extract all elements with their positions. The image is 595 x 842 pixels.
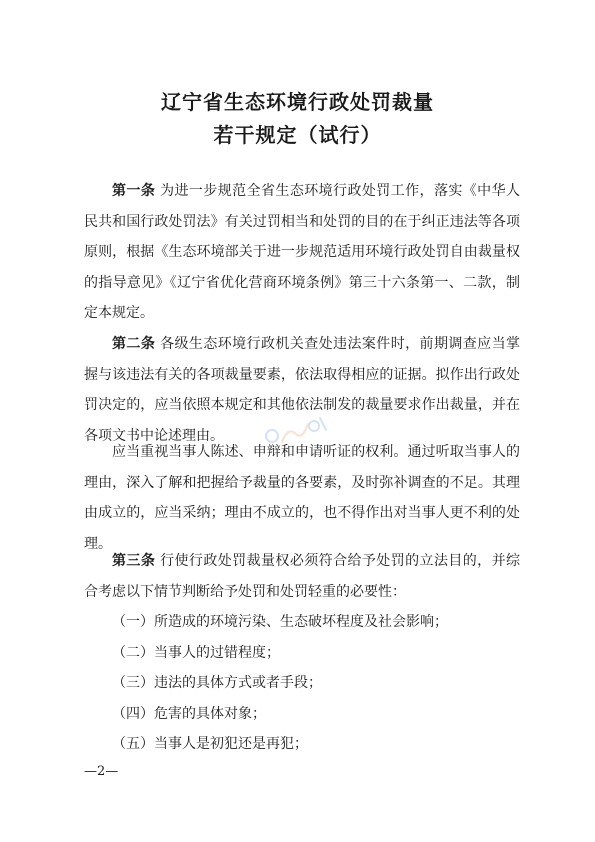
article-2-heading: 第二条 bbox=[112, 336, 156, 352]
list-item: （二）当事人的过错程度； bbox=[112, 645, 280, 661]
article-2-text: 各级生态环境行政机关查处违法案件时，前期调查应当掌握与该违法有关的各项裁量要素，依法取得相应的证据。拟作出行政处罚决定的，应当依照本规定和其他依法制发的裁量要求作出裁量，并在各项文书中论述理由。 bbox=[84, 336, 521, 444]
list-item: （三）违法的具体方式或者手段； bbox=[112, 675, 322, 691]
article-3-text: 行使行政处罚裁量权必须符合给予处罚的立法目的，并综合考虑以下情节判断给予处罚和处罚轻重的必要性： bbox=[84, 553, 521, 600]
list-item: （五）当事人是初犯还是再犯； bbox=[112, 736, 308, 752]
article-1-heading: 第一条 bbox=[112, 183, 156, 199]
document-title-line-1: 辽宁省生态环境行政处罚裁量 bbox=[161, 90, 434, 114]
article-1-paragraph bbox=[84, 176, 520, 329]
article-3-heading: 第三条 bbox=[112, 553, 156, 569]
document-title-line-2: 若干规定（试行） bbox=[213, 123, 382, 147]
article-2-continuation-text: 应当重视当事人陈述、申辩和申请听证的权利。通过听取当事人的理由，深入了解和把握给予裁量的各要素，及时弥补调查的不足。其理由成立的，应当采纳；理由不成立的，也不得作出对当事人更不利的处理。 bbox=[84, 444, 520, 552]
article-1-text: 为进一步规范全省生态环境行政处罚工作，落实《中华人民共和国行政处罚法》有关过罚相当和处罚的目的在于纠正违法等各项原则，根据《生态环境部关于进一步规范适用环境行政处罚自由裁量权的指导意见》《辽宁省优化营商环境条例》第三十六条第一、二款，制定本规定。 bbox=[84, 183, 521, 322]
article-2-paragraph bbox=[84, 329, 520, 451]
list-item: （四）危害的具体对象； bbox=[112, 706, 266, 722]
article-3-paragraph bbox=[84, 546, 520, 607]
list-item: （一）所造成的环境污染、生态破坏程度及社会影响； bbox=[112, 614, 448, 630]
page-number: —2— bbox=[84, 764, 119, 779]
article-2-continuation-paragraph bbox=[84, 437, 520, 559]
